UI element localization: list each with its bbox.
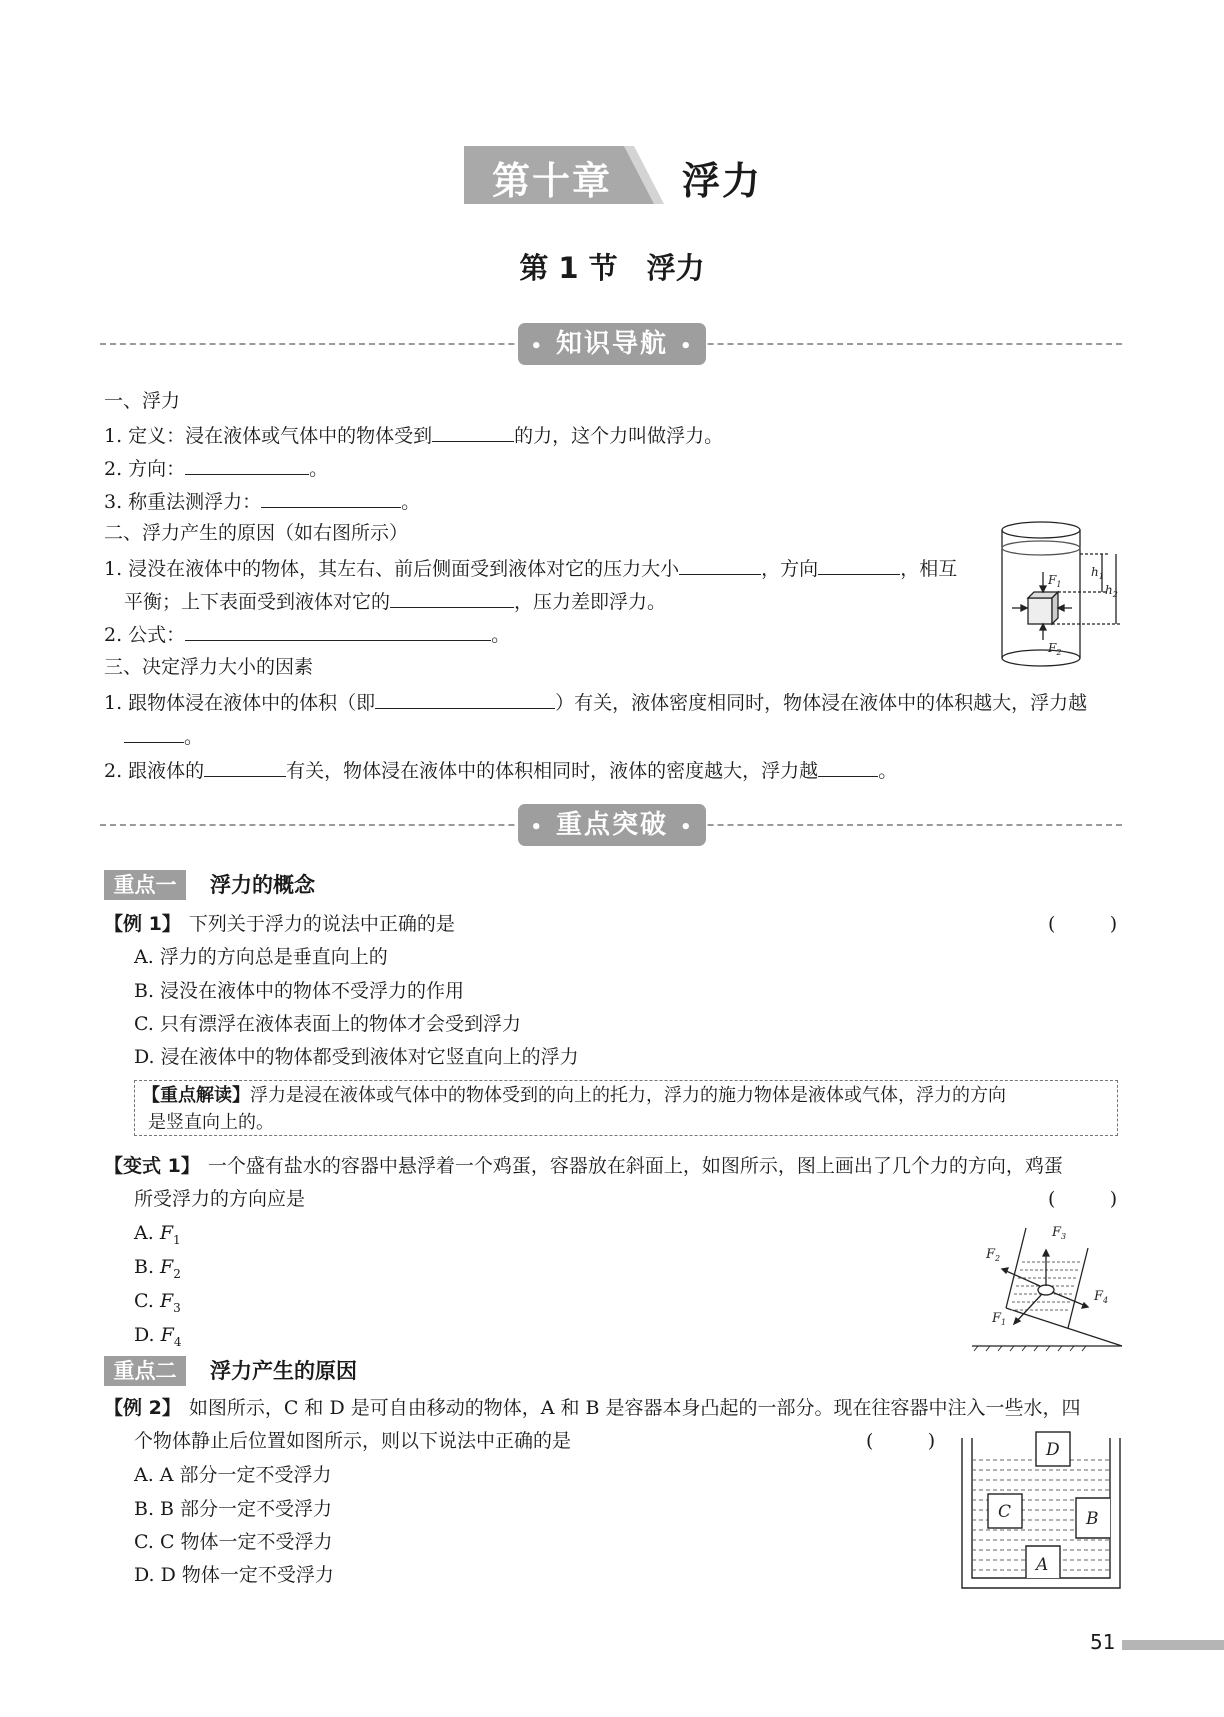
knowledge-weighing: 3. 称重法测浮力： 。 — [104, 487, 420, 515]
submerged-cube-figure — [996, 516, 1130, 676]
example-2-question-cont: 个物体静止后位置如图所示，则以下说法中正确的是 — [134, 1430, 572, 1452]
key-point-title: 浮力产生的原因 — [210, 1359, 357, 1383]
variant-1-option-d[interactable]: D. $F_4$ — [134, 1324, 182, 1349]
page-number-bar — [1122, 1640, 1224, 1650]
key-note-line-2: 是竖直向上的。 — [148, 1112, 274, 1133]
answer-blank[interactable] — [204, 756, 286, 777]
knowledge-factor-2: 2. 跟液体的 有关，物体浸在液体中的体积相同时，液体的密度越大，浮力越 。 — [104, 756, 897, 784]
example-1-option-b[interactable]: B. 浸没在液体中的物体不受浮力的作用 — [134, 980, 465, 1002]
example-2-option-c[interactable]: C. C 物体一定不受浮力 — [134, 1531, 333, 1553]
force-label-f1: $F_1$ — [992, 1311, 1007, 1327]
answer-bracket[interactable]: ( ) — [866, 1430, 936, 1452]
object-label-b: B — [1086, 1509, 1099, 1529]
knowledge-cause-1: 1. 浸没在液体中的物体，其左右、前后侧面受到液体对它的压力大小 ，方向 ，相互 — [104, 554, 957, 582]
example-2-option-d[interactable]: D. D 物体一定不受浮力 — [134, 1564, 334, 1586]
heading-cause: 二、浮力产生的原因（如右图所示） — [104, 522, 409, 544]
answer-blank[interactable] — [185, 454, 309, 475]
force-label-f2: $F_2$ — [1048, 641, 1062, 657]
answer-blank[interactable] — [818, 554, 900, 575]
example-1-option-a[interactable]: A. 浮力的方向总是垂直向上的 — [134, 946, 388, 968]
knowledge-definition: 1. 定义：浸在液体或气体中的物体受到 的力，这个力叫做浮力。 — [104, 421, 723, 449]
chapter-label: 第十章 — [492, 159, 613, 203]
object-label-d: D — [1046, 1440, 1060, 1460]
force-label-f4: $F_4$ — [1094, 1289, 1109, 1305]
answer-blank[interactable] — [124, 722, 184, 743]
knowledge-factor-1: 1. 跟物体浸在液体中的体积（即 ）有关，液体密度相同时，物体浸在液体中的体积越大，浮力越 — [104, 688, 1087, 716]
heading-factors: 三、决定浮力大小的因素 — [104, 656, 314, 678]
heading-buoyancy: 一、浮力 — [104, 390, 181, 412]
depth-label-h2: $h_2$ — [1105, 583, 1118, 599]
force-label-f2: $F_2$ — [986, 1247, 1001, 1263]
variant-1-option-b[interactable]: B. $F_2$ — [134, 1256, 181, 1281]
key-point-tag: 重点二 — [104, 1356, 186, 1386]
answer-blank[interactable] — [261, 487, 401, 508]
force-label-f3: $F_3$ — [1052, 1225, 1067, 1241]
answer-blank[interactable] — [432, 421, 514, 442]
object-label-c: C — [998, 1502, 1012, 1522]
section-title: 第 1 节 浮力 — [519, 251, 705, 285]
knowledge-cause-2: 平衡；上下表面受到液体对它的 ，压力差即浮力。 — [124, 587, 666, 615]
incline-egg-figure — [966, 1222, 1126, 1352]
example-1-option-c[interactable]: C. 只有漂浮在液体表面上的物体才会受到浮力 — [134, 1013, 521, 1035]
example-2-option-a[interactable]: A. A 部分一定不受浮力 — [134, 1464, 332, 1486]
answer-bracket[interactable]: ( ) — [1048, 913, 1118, 935]
knowledge-formula: 2. 公式： 。 — [104, 620, 510, 648]
example-2-question: 【例 2】 如图所示，C 和 D 是可自由移动的物体，A 和 B 是容器本身凸起的一部分。现在往容器中注入一些水，四 — [104, 1397, 1081, 1419]
example-1-question: 【例 1】 下列关于浮力的说法中正确的是 — [104, 913, 455, 935]
key-note-line-1: 【重点解读】浮力是浸在液体或气体中的物体受到的向上的托力，浮力的施力物体是液体或气体，浮力的方向 — [142, 1085, 1006, 1106]
answer-blank[interactable] — [818, 756, 878, 777]
variant-1-option-c[interactable]: C. $F_3$ — [134, 1290, 181, 1315]
answer-blank[interactable] — [185, 620, 491, 641]
answer-blank[interactable] — [679, 554, 761, 575]
container-objects-figure — [956, 1424, 1126, 1594]
key-point-tag: 重点一 — [104, 870, 186, 900]
key-point-title: 浮力的概念 — [210, 873, 315, 897]
knowledge-factor-1-end: 。 — [124, 722, 203, 750]
answer-bracket[interactable]: ( ) — [1048, 1188, 1118, 1210]
depth-label-h1: $h_1$ — [1091, 565, 1104, 581]
chapter-title: 浮力 — [682, 159, 763, 203]
answer-blank[interactable] — [375, 688, 555, 709]
variant-1-option-a[interactable]: A. $F_1$ — [134, 1222, 181, 1247]
answer-blank[interactable] — [390, 587, 514, 608]
force-label-f1: $F_1$ — [1048, 573, 1062, 589]
variant-1-question-cont: 所受浮力的方向应是 — [134, 1188, 306, 1210]
object-label-a: A — [1036, 1555, 1049, 1575]
banner-knowledge: • 知识导航 • — [518, 323, 706, 365]
knowledge-direction: 2. 方向： 。 — [104, 454, 328, 482]
example-2-option-b[interactable]: B. B 部分一定不受浮力 — [134, 1498, 333, 1520]
example-1-option-d[interactable]: D. 浸在液体中的物体都受到液体对它竖直向上的浮力 — [134, 1046, 579, 1068]
banner-keypoints: • 重点突破 • — [518, 804, 706, 846]
variant-1-question: 【变式 1】 一个盛有盐水的容器中悬浮着一个鸡蛋，容器放在斜面上，如图所示，图上画出了几个力的方向，鸡蛋 — [104, 1155, 1063, 1177]
page-number: 51 — [1090, 1630, 1116, 1654]
